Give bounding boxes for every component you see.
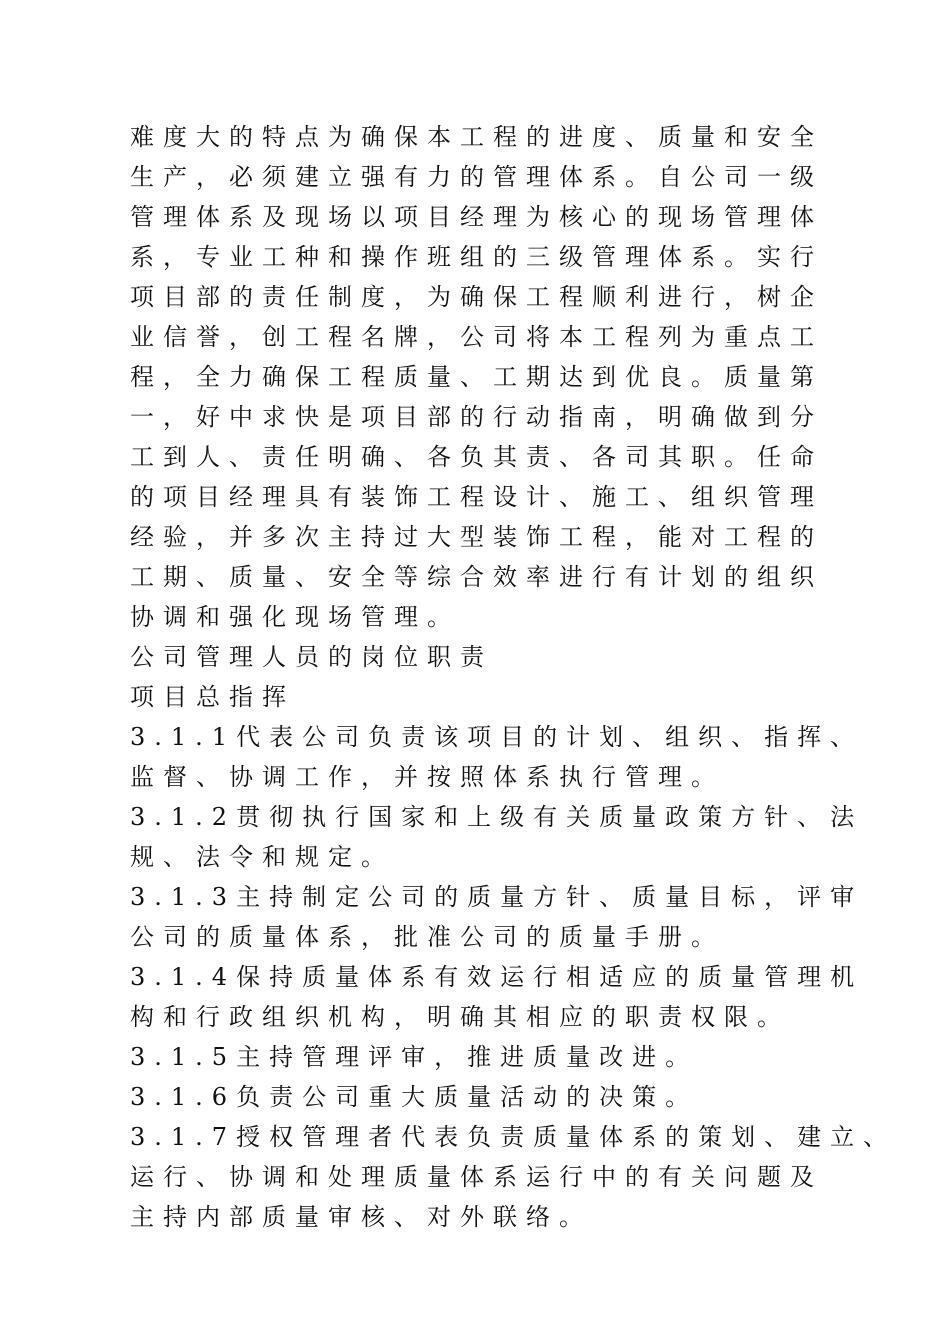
- text-line: 监督、协调工作，并按照体系执行管理。: [130, 763, 724, 791]
- text-line: 一，好中求快是项目部的行动指南，明确做到分: [130, 403, 823, 431]
- text-line: 系，专业工种和操作班组的三级管理体系。实行: [130, 243, 823, 271]
- text-line: 经验，并多次主持过大型装饰工程，能对工程的: [130, 523, 823, 551]
- text-line: 项目部的责任制度，为确保工程顺利进行，树企: [130, 283, 823, 311]
- text-line: 构和行政组织机构，明确其相应的职责权限。: [130, 1003, 790, 1031]
- document-page: [130, 117, 897, 1237]
- text-line: 生产，必须建立强有力的管理体系。自公司一级: [130, 163, 823, 191]
- clause-3-1-6: 3.1.6负责公司重大质量活动的决策。: [130, 1083, 699, 1111]
- text-line: 业信誉，创工程名牌，公司将本工程列为重点工: [130, 323, 823, 351]
- clause-3-1-3: 3.1.3主持制定公司的质量方针、质量目标，评审: [130, 883, 864, 911]
- text-line: 难度大的特点为确保本工程的进度、质量和安全: [130, 123, 823, 151]
- text-line: 规、法令和规定。: [130, 843, 394, 871]
- clause-3-1-5: 3.1.5主持管理评审，推进质量改进。: [130, 1043, 699, 1071]
- text-line: 工到人、责任明确、各负其责、各司其职。任命: [130, 443, 823, 471]
- text-line: 公司的质量体系，批准公司的质量手册。: [130, 923, 724, 951]
- text-line: 管理体系及现场以项目经理为核心的现场管理体: [130, 203, 823, 231]
- text-line: 程，全力确保工程质量、工期达到优良。质量第: [130, 363, 823, 391]
- clause-3-1-2: 3.1.2贯彻执行国家和上级有关质量政策方针、法: [130, 803, 864, 831]
- subsection-heading: 项目总指挥: [130, 683, 295, 711]
- clause-3-1-4: 3.1.4保持质量体系有效运行相适应的质量管理机: [130, 963, 864, 991]
- text-line: 主持内部质量审核、对外联络。: [130, 1203, 592, 1231]
- section-heading: 公司管理人员的岗位职责: [130, 643, 493, 671]
- text-line: 工期、质量、安全等综合效率进行有计划的组织: [130, 563, 823, 591]
- clause-3-1-1: 3.1.1代表公司负责该项目的计划、组织、指挥、: [130, 723, 864, 751]
- clause-3-1-7: 3.1.7授权管理者代表负责质量体系的策划、建立、: [130, 1123, 897, 1151]
- text-line: 协调和强化现场管理。: [130, 603, 460, 631]
- text-line: 的项目经理具有装饰工程设计、施工、组织管理: [130, 483, 823, 511]
- text-line: 运行、协调和处理质量体系运行中的有关问题及: [130, 1163, 823, 1191]
